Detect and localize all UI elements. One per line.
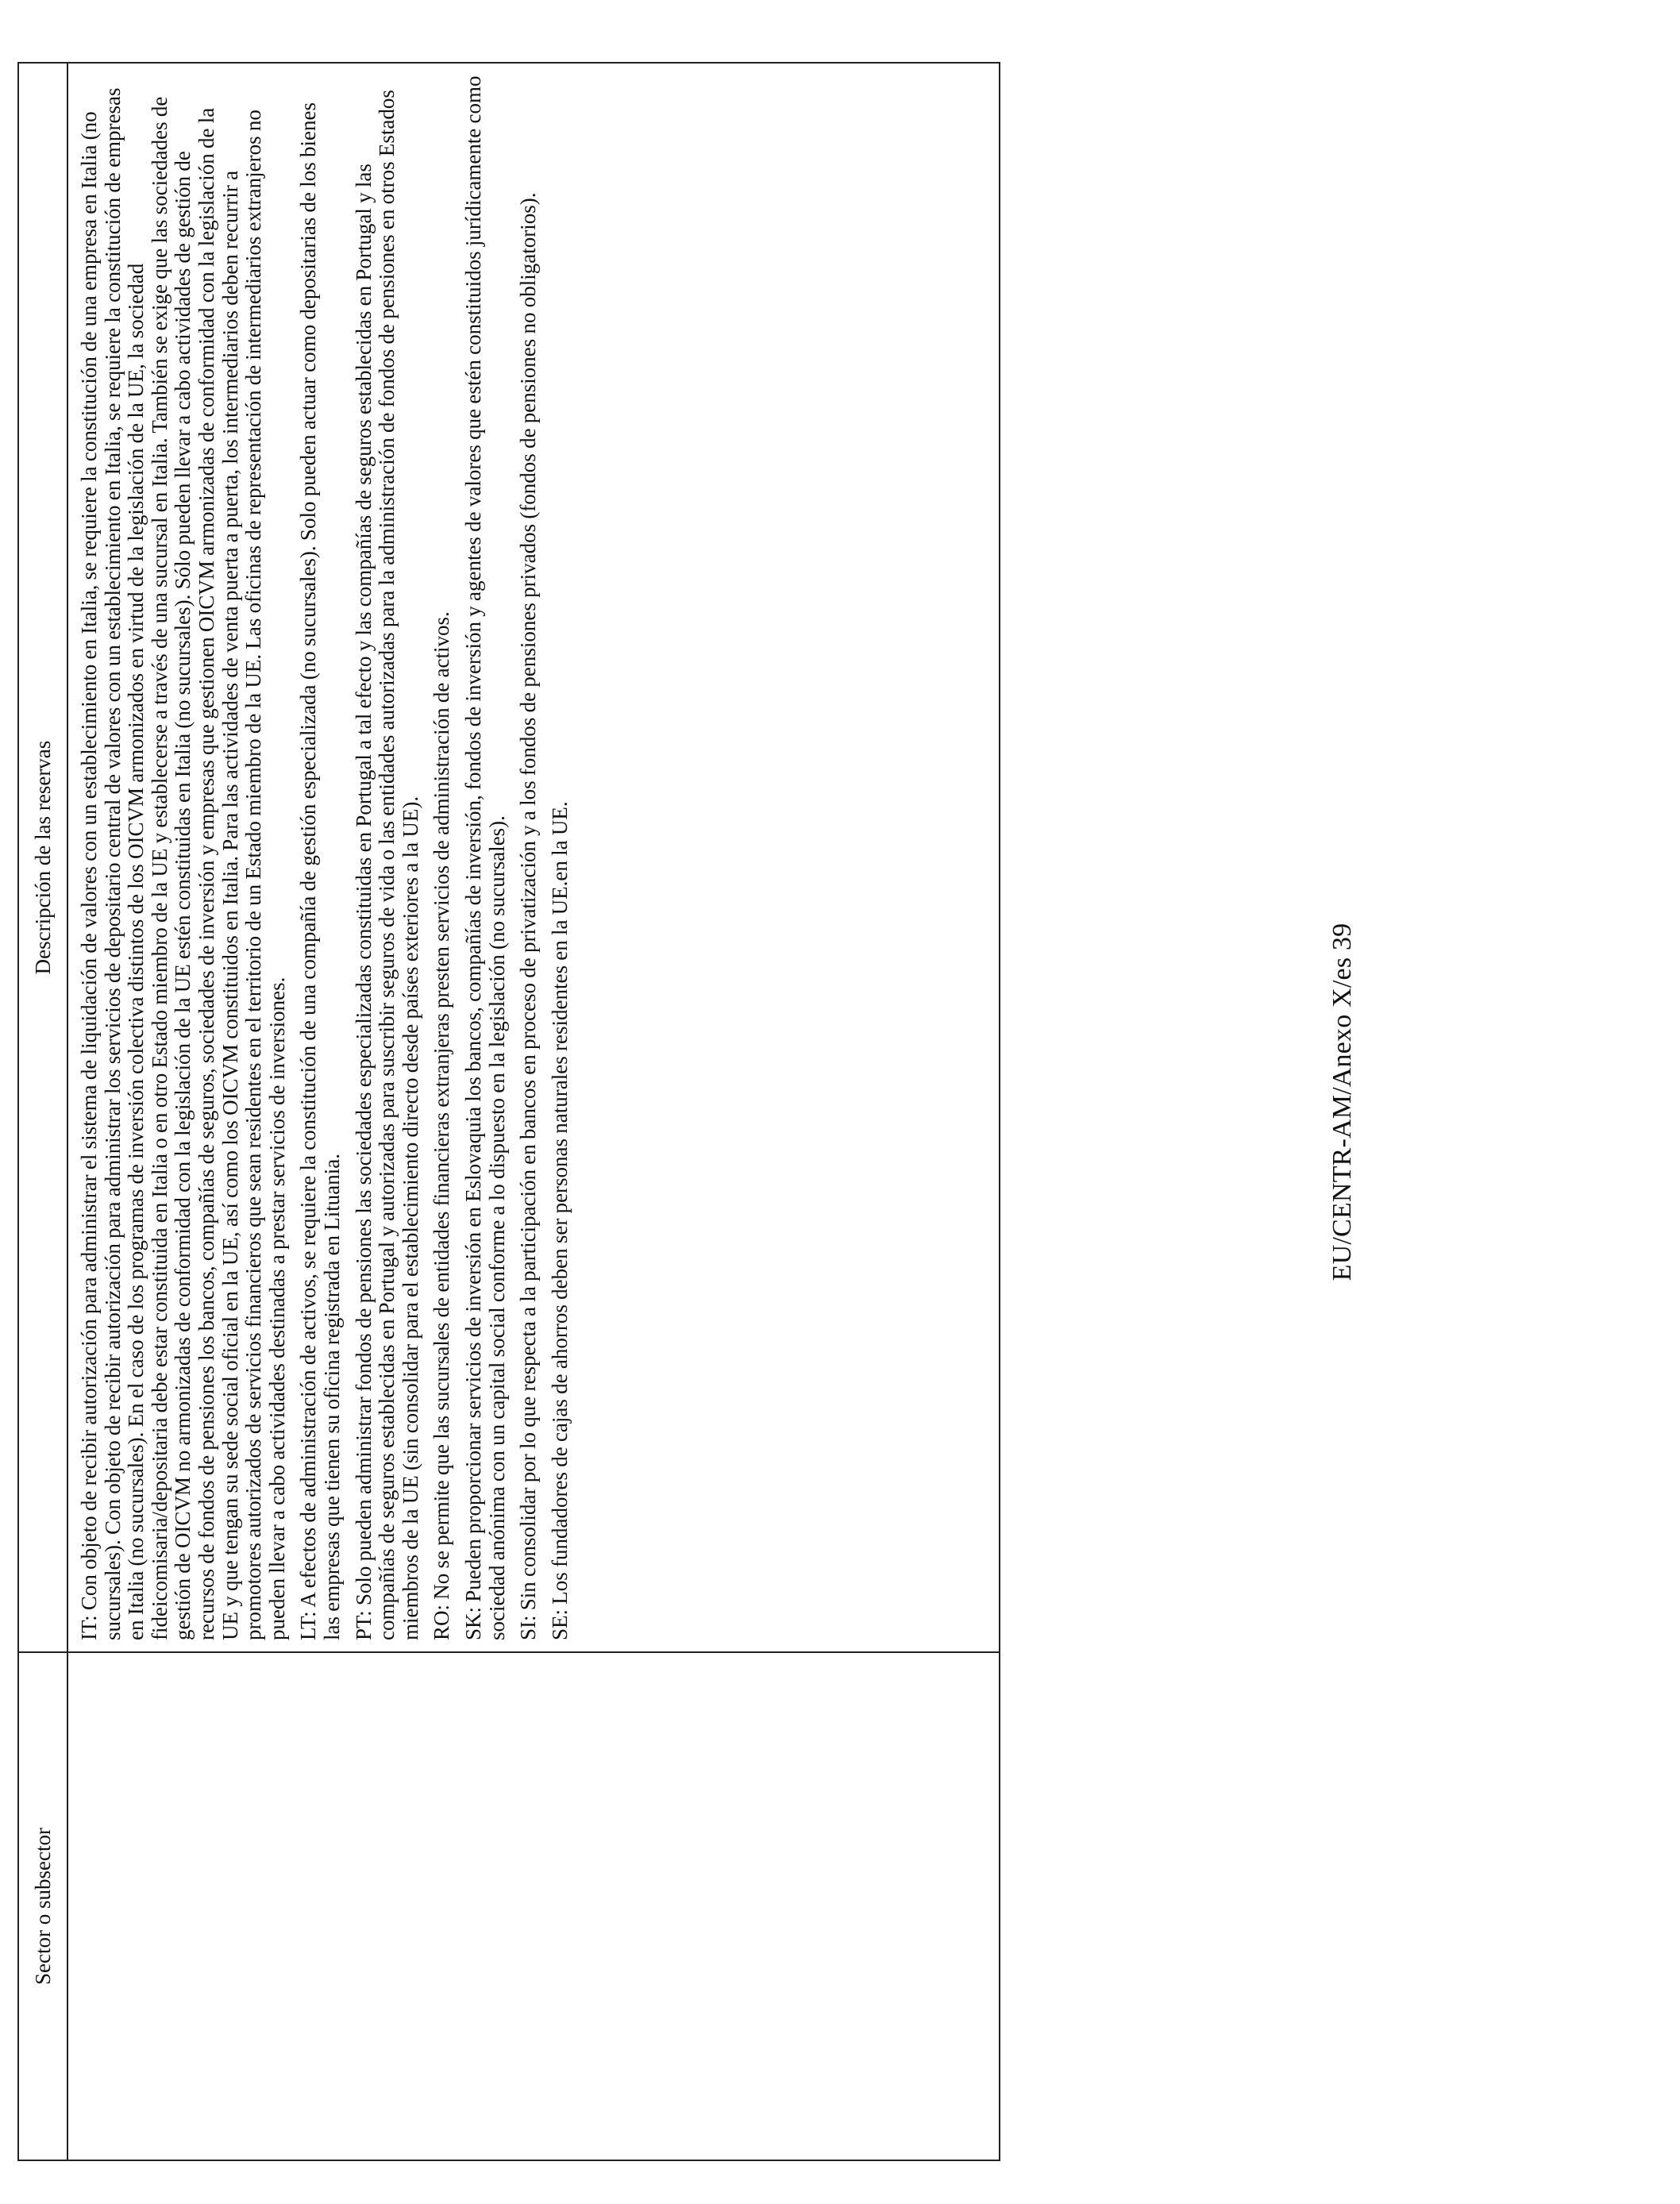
reservation-pt: PT: Solo pueden administrar fondos de pensiones las sociedades especializadas constituidas en Portugal a tal efecto y las compañías de seguros establecidas en Portugal y las compañías de seguros establecidas en Portugal y autorizadas para suscribir seguros de vida o las entidades autorizadas para la administración de fondos de pensiones en otros Estados miembros de la UE (sin consolidar para el establecimiento directo desde países exteriores a la UE).	[351, 90, 422, 1640]
header-sector: Sector o subsector	[18, 1652, 67, 2160]
table-row	[67, 63, 1000, 2160]
reservation-ro: RO: No se permite que las sucursales de entidades financieras extranjeras presten servicios de administración de activos.	[430, 611, 454, 1640]
reservation-se: SE: Los fundadores de cajas de ahorros deben ser personas naturales residentes en la UE.en la UE.	[547, 801, 572, 1640]
reservation-sk: SK: Pueden proporcionar servicios de inversión en Eslovaquia los bancos, compañías de inversión, fondos de inversión y agentes de valores que estén constituidos jurídicamente como sociedad anónima con un capital social conforme a lo dispuesto en la legislación (no sucursales).	[460, 75, 509, 1640]
reservation-lt: LT: A efectos de administración de activos, se requiere la constitución de una compañía de gestión especializada (no sucursales). Solo pueden actuar como depositarias de los bienes las empresas que tienen su oficina registrada en Lituania.	[296, 102, 344, 1640]
reservation-si: SI: Sin consolidar por lo que respecta a la participación en bancos en proceso de privatización y a los fondos de pensiones privados (fondos de pensiones no obligatorios).	[516, 192, 541, 1640]
sector-cell	[67, 1652, 1000, 2160]
description-cell	[67, 63, 1000, 1652]
table-header-row	[18, 63, 67, 2160]
reservations-table	[17, 62, 1000, 2161]
header-descripcion: Descripción de las reservas	[18, 63, 67, 1652]
reservation-it: IT: Con objeto de recibir autorización para administrar el sistema de liquidación de valores con un establecimiento en Italia, se requiere la constitución de una empresa en Italia (no sucursales). Con objeto de recibir autorización para administrar los servicios de depositario central de valores con un establecimiento en Italia, se requiere la constitución de empresas en Italia (no sucursales). En el caso de los programas de inversión colectiva distintos de los OICVM armonizados en virtud de la legislación de la UE, la sociedad fideicomisaria/depositaria debe estar constituida en Italia o en otro Estado miembro de la UE y establecerse a través de una sucursal en Italia. También se exige que las sociedades de gestión de OICVM no armonizadas de conformidad con la legislación de la UE estén constituidas en Italia (no sucursales). Sólo pueden llevar a cabo actividades de gestión de recursos de fondos de pensiones los bancos, compañías de seguros, sociedades de inversión y empresas que gestionen OICVM armonizadas de conformidad con la legislación de la UE y que tengan su sede social oficial en la UE, así como los OICVM constituidos en Italia. Para las actividades de venta puerta a puerta, los intermediarios deben recurrir a promotores autorizados de servicios financieros que sean residentes en el territorio de un Estado miembro de la UE. Las oficinas de representación de intermediarios extranjeros no pueden llevar a cabo actividades destinadas a prestar servicios de inversiones.	[77, 87, 289, 1640]
page-footer: EU/CENTR-AM/Anexo X/es 39	[1327, 923, 1357, 1281]
